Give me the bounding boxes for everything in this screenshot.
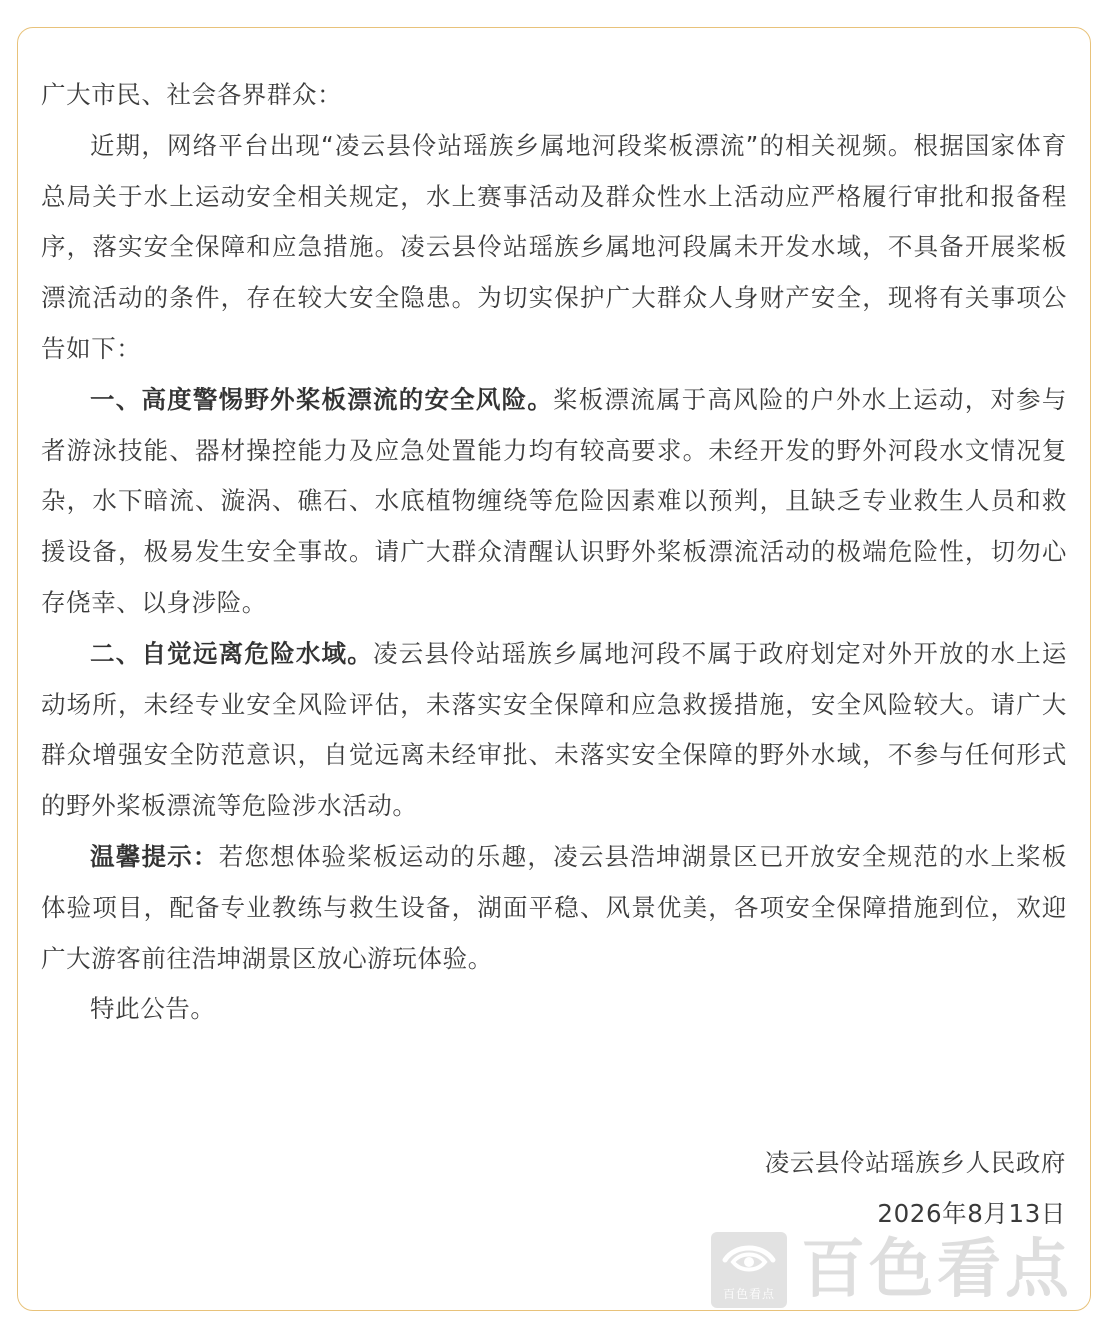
issuer-name: 凌云县伶站瑶族乡人民政府 <box>764 1148 1066 1177</box>
item-2-heading: 二、自觉远离危险水域。 <box>90 638 373 668</box>
watermark <box>711 1232 1091 1308</box>
issue-date: 2026年8月13日 <box>877 1198 1066 1228</box>
watermark-logo <box>711 1232 787 1308</box>
item-2-paragraph <box>41 629 1067 832</box>
item-1-paragraph <box>41 375 1067 629</box>
salutation: 广大市民、社会各界群众： <box>41 80 343 109</box>
notice-body <box>41 70 1067 1035</box>
eye-logo-icon <box>721 1238 777 1282</box>
watermark-logo-caption: 百色看点 <box>722 1287 775 1301</box>
item-1-body: 桨板漂流属于高风险的户外水上运动，对参与者游泳技能、器材操控能力及应急处置能力均有较高要求。未经开发的野外河段水文情况复杂，水下暗流、漩涡、礁石、水底植物缠绕等危险因素难以预判，且缺乏专业救生人员和救援设备，极易发生安全事故。请广大群众清醒认识野外桨板漂流活动的极端危险性，切勿心存侥幸、以身涉险。 <box>41 384 1067 617</box>
tip-paragraph <box>41 832 1067 984</box>
closing-line: 特此公告。 <box>90 994 216 1024</box>
intro-paragraph: 近期，网络平台出现“凌云县伶站瑶族乡属地河段桨板漂流”的相关视频。根据国家体育总局关于水上运动安全相关规定，水上赛事活动及群众性水上活动应严格履行审批和报备程序，落实安全保障和应急措施。凌云县伶站瑶族乡属地河段属未开发水域，不具备开展桨板漂流活动的条件，存在较大安全隐患。为切实保护广大群众人身财产安全，现将有关事项公告如下： <box>41 130 1067 363</box>
signature-block <box>765 1138 1066 1240</box>
item-2-body: 凌云县伶站瑶族乡属地河段不属于政府划定对外开放的水上运动场所，未经专业安全风险评估，未落实安全保障和应急救援措施，安全风险较大。请广大群众增强安全防范意识，自觉远离未经审批、未落实安全保障的野外水域，不参与任何形式的野外桨板漂流等危险涉水活动。 <box>41 638 1067 821</box>
tip-heading: 温馨提示： <box>90 841 219 871</box>
tip-body: 若您想体验桨板运动的乐趣，凌云县浩坤湖景区已开放安全规范的水上桨板体验项目，配备专业教练与救生设备，湖面平稳、风景优美，各项安全保障措施到位，欢迎广大游客前往浩坤湖景区放心游玩体验。 <box>41 841 1068 973</box>
watermark-brand-text: 百色看点 <box>801 1233 1073 1307</box>
item-1-heading: 一、高度警惕野外桨板漂流的安全风险。 <box>90 384 554 414</box>
